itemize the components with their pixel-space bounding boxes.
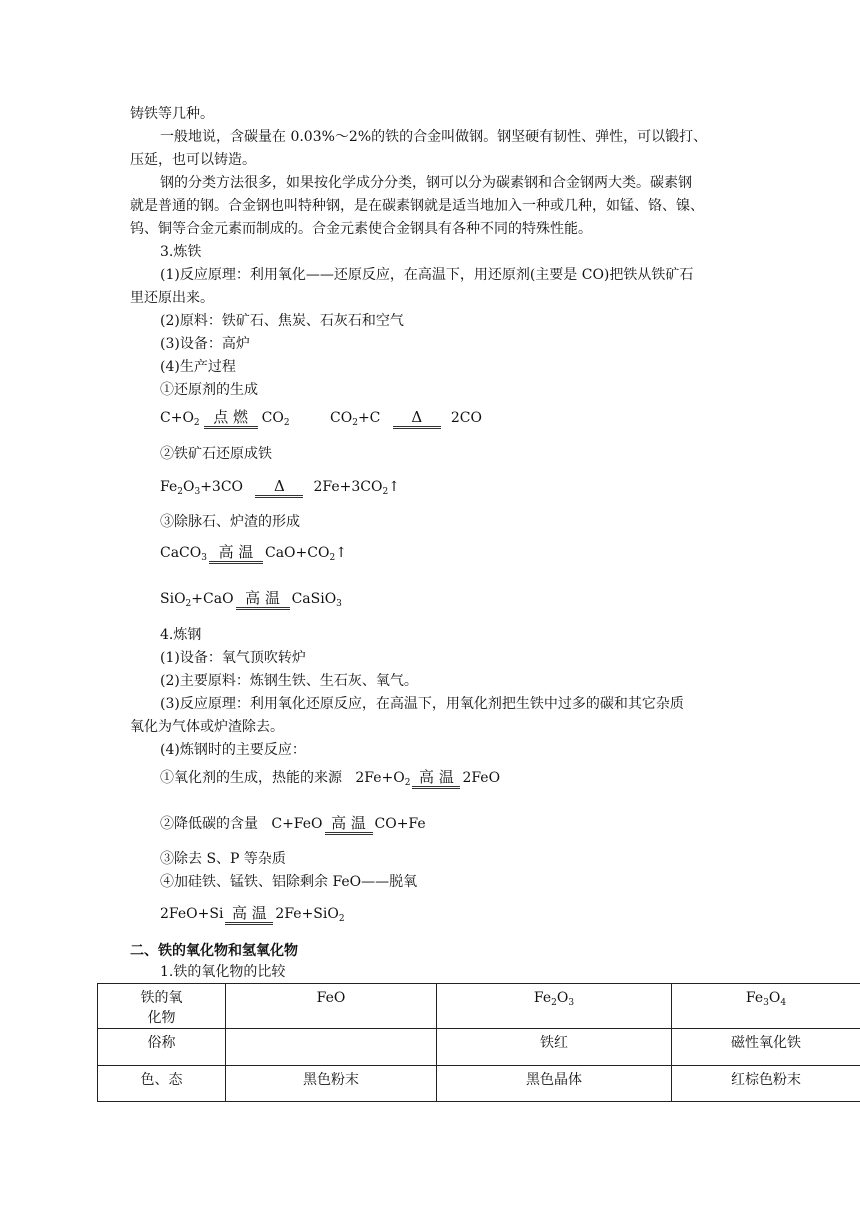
table-cell: 铁红 [437, 1029, 672, 1066]
condition-high-temp: 高 温 [225, 904, 273, 925]
reaction-label: ②降低碳的含量 [160, 816, 258, 832]
paragraph-line: ③除去 S、P 等杂质 [160, 851, 286, 867]
equation-c-o2: $C+O_2$ 点 燃 $CO_2$ [160, 408, 290, 428]
table-header-cell: 色、态 [98, 1066, 226, 1102]
paragraph-line: 铸铁等几种。 [130, 106, 214, 122]
paragraph-line: (3)反应原理：利用氧化还原反应，在高温下，用氧化剂把生铁中过多的碳和其它杂质 [160, 696, 684, 712]
condition-heat: Δ [393, 408, 441, 429]
section-title-iron: 3.炼铁 [160, 244, 202, 260]
paragraph-line: (3)设备：高炉 [160, 336, 250, 352]
table-cell: $Fe_3O_4$ [672, 984, 860, 1029]
paragraph-line: (4)生产过程 [160, 359, 236, 375]
table-row [98, 1029, 860, 1066]
table-cell: 黑色晶体 [437, 1066, 672, 1102]
iron-oxides-table [97, 983, 860, 1102]
equation-feo-si: 2FeO+Si 高 温 2Fe+SiO$_2$ [160, 904, 345, 924]
equation-line: ①氧化剂的生成，热能的来源 $2Fe+O_2$ 高 温 2FeO [160, 768, 501, 788]
table-header-cell: 铁的氧 化物 [98, 984, 226, 1029]
paragraph-line: 氧化为气体或炉渣除去。 [130, 719, 284, 735]
paragraph-line: (1)设备：氧气顶吹转炉 [160, 650, 306, 666]
equation-co2-c: $CO_2+C$ Δ 2CO [330, 408, 482, 428]
table-header-cell: 俗称 [98, 1029, 226, 1066]
condition-high-temp: 高 温 [209, 543, 263, 564]
section-title-steel: 4.炼钢 [160, 627, 202, 643]
table-row [98, 1066, 860, 1102]
equation-caco3: CaCO$_3$ 高 温 $CaO+CO_2↑$ [160, 543, 347, 563]
table-cell: 黑色粉末 [226, 1066, 437, 1102]
condition-heat: Δ [255, 477, 303, 498]
paragraph-line: (2)主要原料：炼钢生铁、生石灰、氧气。 [160, 673, 418, 689]
table-row [98, 984, 860, 1029]
paragraph-line: ①还原剂的生成 [160, 382, 258, 398]
paragraph-line: 就是普通的钢。合金钢也叫特种钢，是在碳素钢就是适当地加入一种或几种，如锰、铬、镍、 [130, 198, 704, 214]
reaction-label: ①氧化剂的生成，热能的来源 [160, 770, 342, 786]
equation-sio2-cao: SiO$_2$+CaO 高 温 CaSiO$_3$ [160, 589, 342, 609]
equation-fe2o3-co: $Fe_2O_3+3CO$ Δ $2Fe+3CO_2↑$ [160, 477, 400, 497]
equation-line: ②降低碳的含量 C+FeO 高 温 CO+Fe [160, 814, 426, 835]
paragraph-line: (1)反应原理：利用氧化——还原反应，在高温下，用还原剂(主要是 CO)把铁从铁矿石 [160, 267, 694, 283]
section-heading: 二、铁的氧化物和氢氧化物 [130, 943, 298, 959]
table-cell: 磁性氧化铁 [672, 1029, 860, 1066]
paragraph-line: 钢的分类方法很多，如果按化学成分分类，钢可以分为碳素钢和合金钢两大类。碳素钢 [160, 175, 692, 191]
condition-ignite: 点 燃 [204, 408, 258, 429]
paragraph-line: 钨、铜等合金元素而制成的。合金元素使合金钢具有各种不同的特殊性能。 [130, 221, 592, 237]
table-cell: $Fe_2O_3$ [437, 984, 672, 1029]
paragraph-line: 一般地说，含碳量在 0.03%～2%的铁的合金叫做钢。钢坚硬有韧性、弹性，可以锻打、 [160, 129, 708, 145]
paragraph-line: 里还原出来。 [130, 290, 214, 306]
paragraph-line: ②铁矿石还原成铁 [160, 446, 272, 462]
paragraph-line: ④加硅铁、锰铁、铝除剩余 FeO——脱氧 [160, 874, 418, 890]
paragraph-line: 压延，也可以铸造。 [130, 152, 256, 168]
paragraph-line: ③除脉石、炉渣的形成 [160, 514, 300, 530]
table-cell: FeO [226, 984, 437, 1029]
table-cell: 红棕色粉末 [672, 1066, 860, 1102]
condition-high-temp: 高 温 [236, 589, 290, 610]
paragraph-line: (2)原料：铁矿石、焦炭、石灰石和空气 [160, 313, 404, 329]
condition-high-temp: 高 温 [325, 814, 373, 835]
subsection-title: 1.铁的氧化物的比较 [160, 964, 286, 980]
table-cell [226, 1029, 437, 1066]
condition-high-temp: 高 温 [412, 768, 460, 789]
paragraph-line: (4)炼钢时的主要反应： [160, 742, 306, 758]
